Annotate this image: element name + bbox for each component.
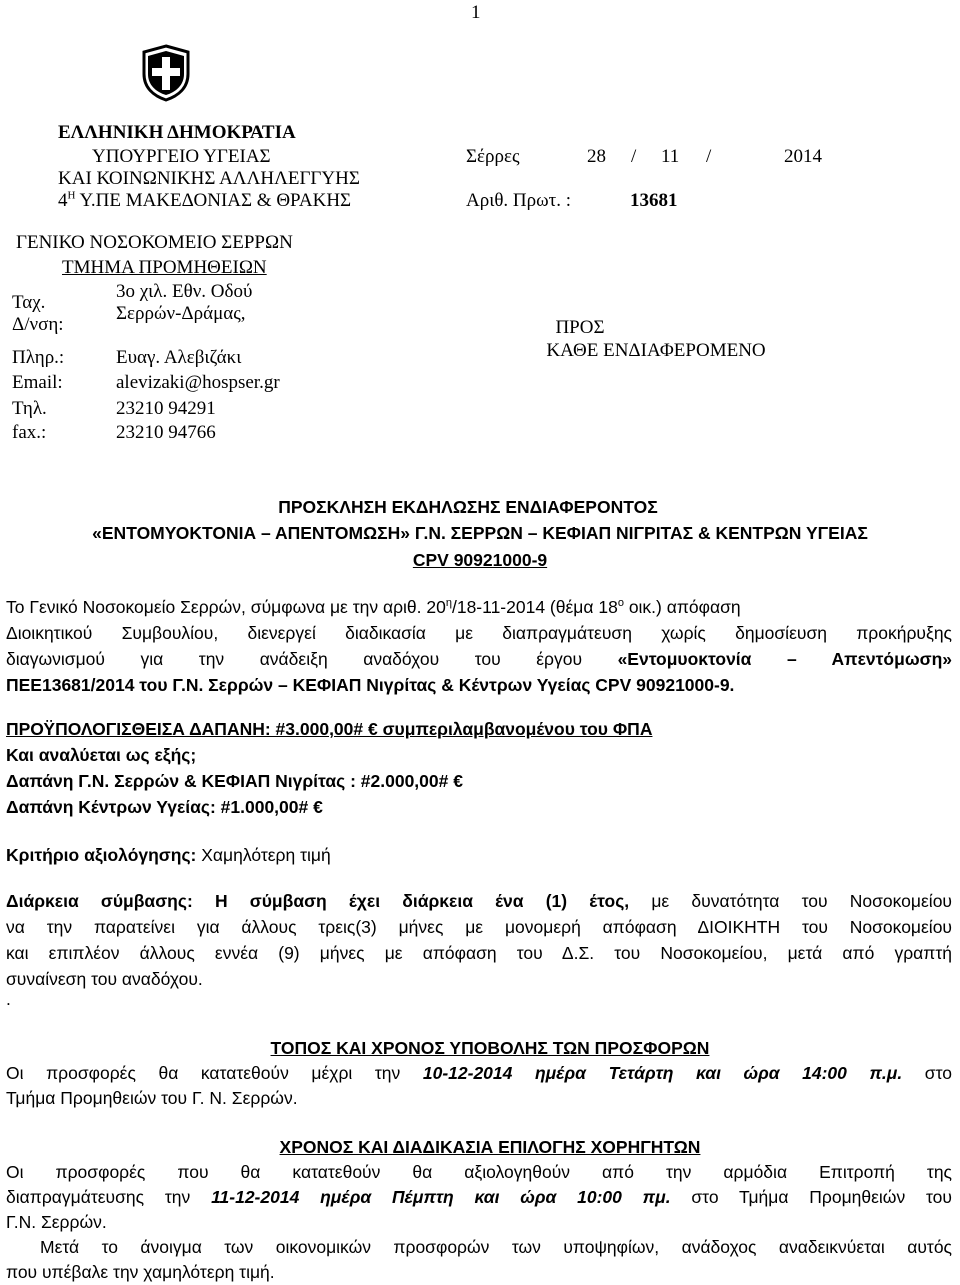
submission-heading: ΤΟΠΟΣ ΚΑΙ ΧΡΟΝΟΣ ΥΠΟΒΟΛΗΣ ΤΩΝ ΠΡΟΣΦΟΡΩΝ [270,1038,710,1058]
budget-health-centers: Δαπάνη Κέντρων Υγείας: #1.000,00# € [6,797,323,817]
duration-line-4: συναίνεση του αναδόχου. [6,969,203,989]
ministry-name: ΥΠΟΥΡΓΕΙΟ ΥΓΕΙΑΣ [92,146,271,167]
health-region: $4^H$ Υ.ΠΕ ΜΑΚΕΔΟΝΙΑΣ & ΘΡΑΚΗΣ [58,189,352,211]
page-number: 1 [471,2,481,23]
department-name: ΤΜΗΜΑ ΠΡΟΜΗΘΕΙΩΝ [62,257,267,278]
document-title-cpv: CPV 90921000-9 [412,550,548,570]
fax-value: 23210 94766 [116,422,216,443]
intro-line-1: Το Γενικό Νοσοκομείο Σερρών, σύμφωνα με την αριθ. $20^\eta/18-11-2014$ (θέμα $18^o$ οικ.) απόφαση [6,597,741,617]
duration-line-3: και επιπλέον άλλους εννέα (9) μήνες με απόφαση του Δ.Σ. του Νοσοκομείου, μετά από γραπτή [6,943,952,963]
duration-line-1: Διάρκεια σύμβασης: Η σύμβαση έχει διάρκεια ένα (1) έτος, με δυνατότητα του Νοσοκομείου [6,891,952,911]
greek-coat-of-arms-emblem [140,44,192,102]
phone-value: 23210 94291 [116,398,216,419]
intro-line-4: ΠΕΕ13681/2014 του Γ.Ν. Σερρών – ΚΕΦΙΑΠ Νιγρίτας & Κέντρων Υγείας CPV 90921000-9. [6,675,735,695]
recipient-label: ΠΡΟΣ [555,317,605,338]
selection-line-2: διαπραγμάτευσης την 11-12-2014 ημέρα Πέμπτη και ώρα 10:00 πμ. στο Τμήμα Προμηθειών του [6,1187,952,1207]
budget-hospital: Δαπάνη Γ.Ν. Σερρών & ΚΕΦΙΑΠ Νιγρίτας : #2.000,00# € [6,771,463,791]
date-month: 11 [661,146,680,167]
document-title: ΠΡΟΣΚΛΗΣΗ ΕΚΔΗΛΩΣΗΣ ΕΝΔΙΑΦΕΡΟΝΤΟΣ [278,497,658,517]
selection-line-5: που υπέβαλε την χαμηλότερη τιμή. [6,1262,275,1282]
selection-line-1: Οι προσφορές που θα κατατεθούν θα αξιολογηθούν από την αρμόδια Επιτροπή της [6,1162,952,1182]
budget-total: ΠΡΟΫΠΟΛΟΓΙΣΘΕΙΣΑ ΔΑΠΑΝΗ: #3.000,00# € συμπεριλαμβανομένου του ΦΠΑ [6,719,653,739]
hospital-name: ΓΕΝΙΚΟ ΝΟΣΟΚΟΜΕΙΟ ΣΕΡΡΩΝ [16,232,293,253]
address-label: Ταχ. [12,292,46,313]
duration-dot: . [6,989,11,1009]
country-name: ΕΛΛΗΝΙΚΗ ΔΗΜΟΚΡΑΤΙΑ [58,122,296,143]
award-criterion: Κριτήριο αξιολόγησης: Χαμηλότερη τιμή [6,845,331,865]
date-separator: / [706,146,712,167]
place: Σέρρες [466,146,520,167]
address-label-2: Δ/νση: [12,314,64,335]
fax-label: fax.: [12,422,47,443]
email-value: alevizaki@hospser.gr [116,372,280,393]
address-line-1: 3ο χιλ. Εθν. Οδού [116,281,253,302]
date-year: 2014 [784,146,822,167]
recipient-value: ΚΑΘΕ ΕΝΔΙΑΦΕΡΟΜΕΝΟ [546,340,766,361]
date-day: 28 [587,146,606,167]
intro-line-2: Διοικητικού Συμβουλίου, διενεργεί διαδικασία με διαπραγμάτευση χωρίς δημοσίευση προκήρυξης [6,623,952,643]
email-label: Email: [12,372,63,393]
submission-line-2: Τμήμα Προμηθειών του Γ. Ν. Σερρών. [6,1088,298,1108]
intro-line-3: διαγωνισμού για την ανάδειξη αναδόχου του έργου «Εντομυοκτονία – Απεντόμωση» [6,649,952,669]
contact-person-label: Πληρ.: [12,347,65,368]
submission-line-1: Οι προσφορές θα κατατεθούν μέχρι την 10-12-2014 ημέρα Τετάρτη και ώρα 14:00 π.μ. στο [6,1063,952,1083]
date-separator: / [631,146,637,167]
document-title-line-2: «ΕΝΤΟΜΥΟΚΤΟΝΙΑ – ΑΠΕΝΤΟΜΩΣΗ» Γ.Ν. ΣΕΡΡΩΝ – ΚΕΦΙΑΠ ΝΙΓΡΙΤΑΣ & ΚΕΝΤΡΩΝ ΥΓΕΙΑΣ [92,523,868,543]
phone-label: Τηλ. [12,398,47,419]
ministry-name-2: ΚΑΙ ΚΟΙΝΩΝΙΚΗΣ ΑΛΛΗΛΕΓΓΥΗΣ [58,168,360,189]
contact-person: Ευαγ. Αλεβιζάκι [116,347,242,368]
selection-line-4: Μετά το άνοιγμα των οικονομικών προσφορών των υποψηφίων, ανάδοχος αναδεικνύεται αυτός [40,1237,952,1257]
duration-line-2: να την παρατείνει για άλλους τρεις(3) μήνες με μονομερή απόφαση ΔΙΟΙΚΗΤΗ του Νοσοκομείου [6,917,952,937]
budget-breakdown-label: Και αναλύεται ως εξής; [6,745,197,765]
selection-line-3: Γ.Ν. Σερρών. [6,1212,107,1232]
protocol-label: Αριθ. Πρωτ. : [466,190,572,211]
protocol-number: 13681 [630,190,678,211]
address-line-2: Σερρών-Δράμας, [116,303,246,324]
selection-heading: ΧΡΟΝΟΣ ΚΑΙ ΔΙΑΔΙΚΑΣΙΑ ΕΠΙΛΟΓΗΣ ΧΟΡΗΓΗΤΩΝ [279,1137,701,1157]
